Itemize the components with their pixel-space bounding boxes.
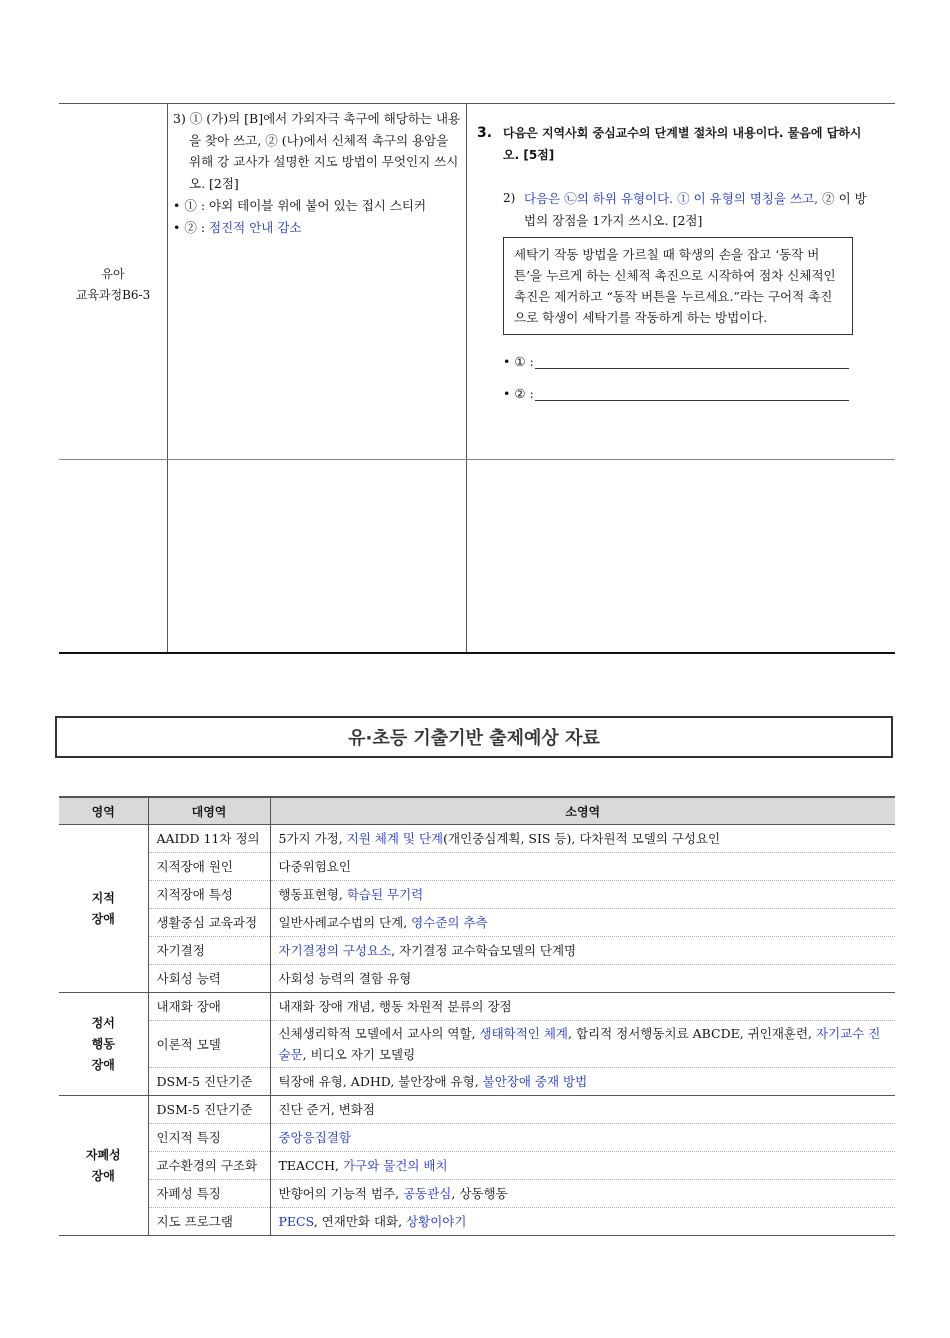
minor-cell [270,937,895,965]
answer-line [535,386,849,401]
topic-summary-table [59,796,895,1236]
sub-question-2: 2) 다음은 ㉡의 하위 유형이다. ① 이 유형의 명칭을 쓰고, ② 이 방법의 장점을 1가지 쓰시오. [2점] [503,191,867,228]
major-cell: AAIDD 11차 정의 [148,825,270,853]
minor-cell [270,1208,895,1236]
topic-text: 내재화 장애 개념, 행동 차원적 분류의 장점 [278,999,512,1014]
area-cell: 정서 행동 장애 [59,993,148,1096]
course-code: 교육과정B6-3 [75,288,151,302]
course-label [59,264,167,306]
topic-text: 5가지 가정, [278,831,347,846]
table-row [59,1124,895,1152]
highlighted-keyword: 상황이야기 [406,1214,467,1229]
answer-blank-2[interactable]: • ② : [503,379,877,401]
row-divider [59,459,895,460]
table-row [59,937,895,965]
major-cell: 사회성 능력 [148,965,270,993]
minor-cell [270,825,895,853]
topic-text: , 비디오 자기 모델링 [302,1047,416,1062]
highlighted-keyword: 생태학적인 체계 [479,1026,568,1041]
minor-cell [270,853,895,881]
table-row [59,825,895,853]
table-row [59,881,895,909]
area-cell: 자폐성 장애 [59,1096,148,1236]
answer-2: • ② : 점진적 안내 감소 [173,219,302,235]
header-major: 대영역 [148,797,270,825]
major-cell: 자기결정 [148,937,270,965]
major-cell: 인지적 특징 [148,1124,270,1152]
minor-cell [270,881,895,909]
minor-cell [270,1124,895,1152]
topic-text: 반향어의 기능적 범주, [278,1186,404,1201]
topic-text: 다중위험요인 [278,859,351,874]
major-cell: 지적장애 특성 [148,881,270,909]
table-row [59,965,895,993]
answer-blank-1[interactable]: • ① : [503,347,877,369]
course-name: 유아 [101,267,125,281]
topic-text: , 합리적 정서행동치료 ABCDE, 귀인재훈련, [568,1026,816,1041]
table-row [59,1096,895,1124]
minor-cell [270,909,895,937]
exam-question-table [59,103,895,654]
highlighted-keyword: 가구와 물건의 배치 [342,1158,448,1173]
table-row [59,1152,895,1180]
previous-question-answer [173,108,463,238]
table-row [59,1180,895,1208]
topic-text: , 상동행동 [451,1186,508,1201]
topic-text: 사회성 능력의 결함 유형 [278,971,412,986]
topic-text: 진단 준거, 변화점 [278,1102,375,1117]
highlighted-keyword: 자기교수 진술문 [278,1026,881,1062]
scenario-box: 세탁기 작동 방법을 가르칠 때 학생의 손을 잡고 ‘동작 버튼’을 누르게 하는 신체적 촉진으로 시작하여 점차 신체적인 촉진은 제거하고 “동작 버튼을 누르세요.”라는 구어적 촉진으로 학생이 세탁기를 작동하게 하는 방법이다. [503,237,853,335]
minor-cell [270,1096,895,1124]
answer-1: • ① : 야외 테이블 위에 붙어 있는 접시 스티커 [173,198,427,213]
banner-title: 유·초등 기출기반 출제예상 자료 [348,728,600,749]
major-cell: 교수환경의 구조화 [148,1152,270,1180]
header-area: 영역 [59,797,148,825]
topic-text: , 연재만화 대화, [313,1214,407,1229]
topic-text: 일반사례교수법의 단계, [278,915,412,930]
question-3-panel [477,122,877,401]
table-row [59,1021,895,1068]
minor-cell [270,1152,895,1180]
minor-cell [270,1021,895,1068]
answer-line [535,354,849,369]
table-row [59,909,895,937]
highlighted-keyword: 공동관심 [403,1186,452,1201]
topic-text: 신체생리학적 모델에서 교사의 역할, [278,1026,480,1041]
header-minor: 소영역 [270,797,895,825]
major-cell: 내재화 장애 [148,993,270,1021]
highlighted-keyword: 자기결정의 구성요소 [278,943,392,958]
major-cell: 자폐성 특징 [148,1180,270,1208]
major-cell: 이론적 모델 [148,1021,270,1068]
table-row [59,853,895,881]
topic-text: TEACCH, [278,1158,343,1173]
topic-text: (개인중심계획, SIS 등), 다차원적 모델의 구성요인 [443,831,721,846]
highlighted-keyword: 불안장애 중재 방법 [482,1074,588,1089]
minor-cell [270,1180,895,1208]
table-row [59,993,895,1021]
highlighted-keyword: 지원 체계 및 단계 [346,831,444,846]
highlighted-keyword: 영수준의 추측 [411,915,488,930]
topic-text: , 자기결정 교수학습모델의 단계명 [391,943,577,958]
question-3-prompt: 3) ① (가)의 [B]에서 가외자극 촉구에 해당하는 내용을 찾아 쓰고, ② (나)에서 신체적 촉구의 용암을 위해 강 교사가 설명한 지도 방법이 무엇인지 쓰시오. [2점] [173,111,461,191]
question-3-title: 3. 다음은 지역사회 중심교수의 단계별 절차의 내용이다. 물음에 답하시오. [5점] [477,125,862,162]
major-cell: DSM-5 진단기준 [148,1068,270,1096]
minor-cell [270,993,895,1021]
highlighted-keyword: 중앙응집결함 [278,1130,351,1145]
topic-text: 틱장애 유형, ADHD, 불안장애 유형, [278,1074,483,1089]
table-header-row [59,797,895,825]
column-divider [466,104,467,652]
major-cell: 생활중심 교육과정 [148,909,270,937]
minor-cell [270,1068,895,1096]
topic-text: 행동표현형, [278,887,347,902]
major-cell: 지적장애 원인 [148,853,270,881]
area-cell: 지적 장애 [59,825,148,993]
major-cell: 지도 프로그램 [148,1208,270,1236]
highlighted-keyword: 학습된 무기력 [346,887,424,902]
table-row [59,1068,895,1096]
table-row [59,1208,895,1236]
column-divider [167,104,168,652]
highlighted-keyword: PECS [278,1214,314,1229]
minor-cell [270,965,895,993]
major-cell: DSM-5 진단기준 [148,1096,270,1124]
section-banner [55,716,893,758]
